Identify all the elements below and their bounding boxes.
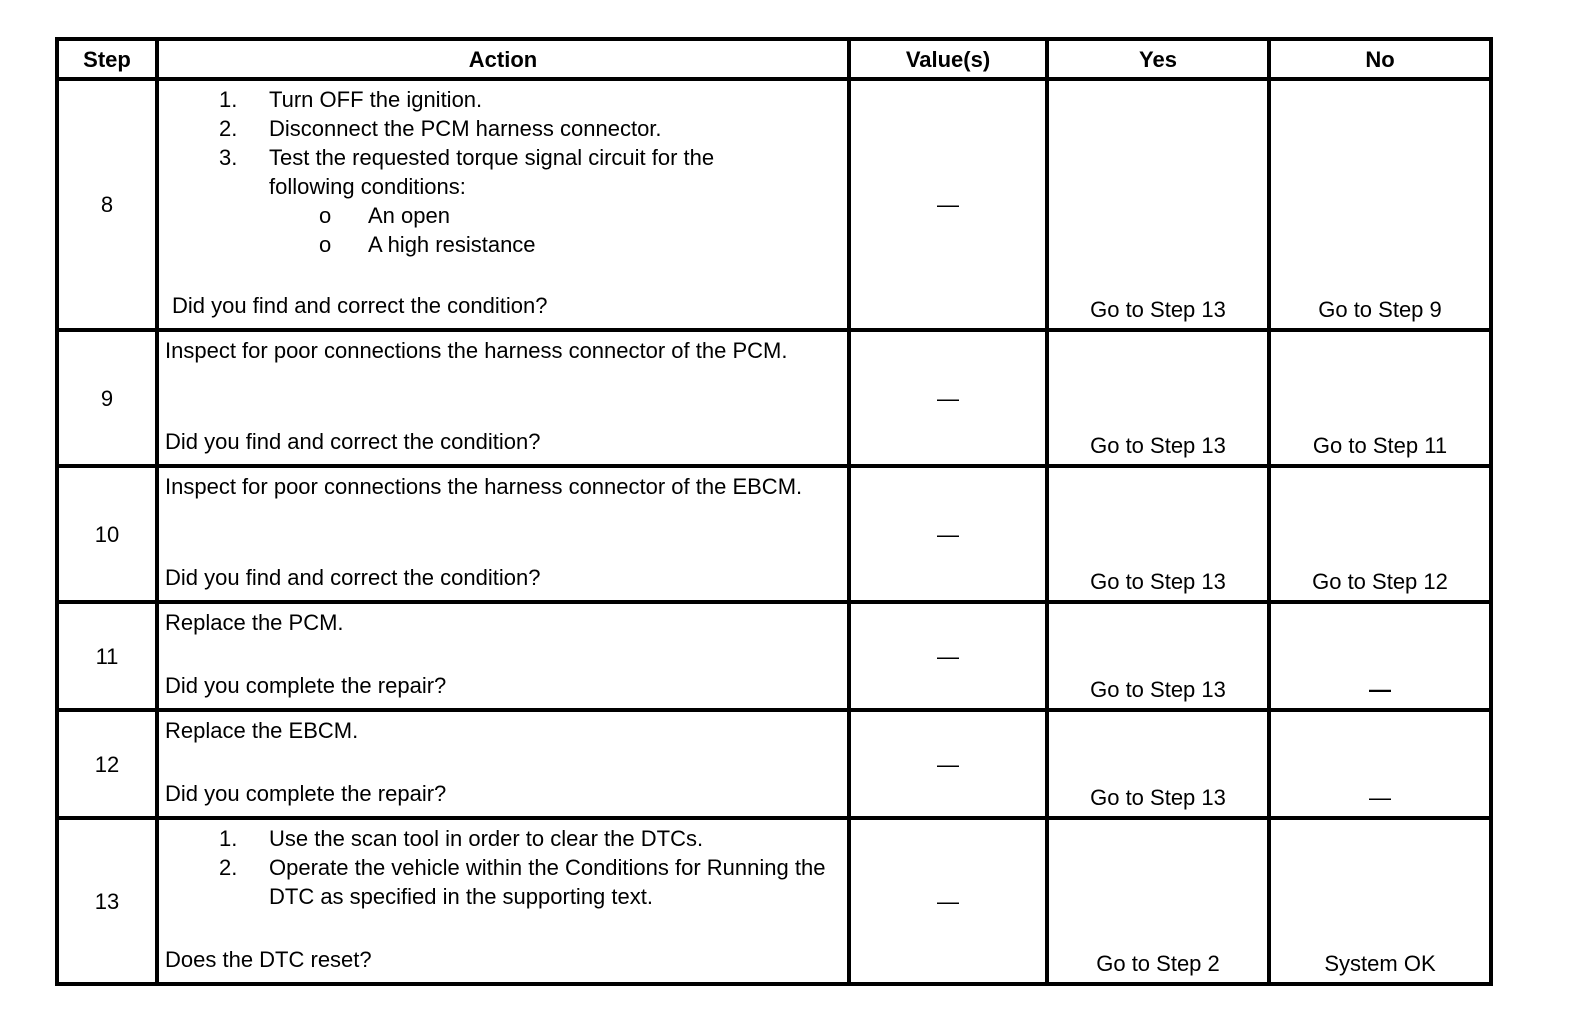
header-row [57,39,1491,79]
action-text: Inspect for poor connections the harness connector of the EBCM. [165,474,803,499]
header-action: Action [157,39,849,79]
list-item: 2. Operate the vehicle within the Conditions for Running the DTC as specified in the supporting text. [219,855,826,909]
action-cell [157,330,849,466]
step-number: 12 [57,710,157,818]
table-row-step-11 [57,602,1491,710]
action-question: Does the DTC reset? [165,947,372,972]
value-cell: — [849,602,1047,710]
action-question: Did you complete the repair? [165,781,447,806]
no-cell: System OK [1269,818,1491,984]
step-number: 10 [57,466,157,602]
action-text: Replace the EBCM. [165,718,359,743]
action-cell [157,818,849,984]
yes-cell: Go to Step 13 [1047,710,1269,818]
table-row-step-9 [57,330,1491,466]
yes-cell: Go to Step 13 [1047,466,1269,602]
yes-cell: Go to Step 2 [1047,818,1269,984]
action-question: Did you complete the repair? [165,673,447,698]
value-cell: — [849,466,1047,602]
no-cell: Go to Step 12 [1269,466,1491,602]
value-cell: — [849,79,1047,330]
no-cell: Go to Step 9 [1269,79,1491,330]
list-item: 2. Disconnect the PCM harness connector. [219,116,662,141]
step-number: 11 [57,602,157,710]
diagnostic-table [55,37,1493,986]
list-item: 3. Test the requested torque signal circuit for the following conditions: [219,145,715,199]
action-question: Did you find and correct the condition? [165,429,541,454]
action-cell [157,710,849,818]
sub-list-item: o An open [319,203,450,228]
header-values: Value(s) [849,39,1047,79]
action-text: Inspect for poor connections the harness connector of the PCM. [165,338,788,363]
step-number: 8 [57,79,157,330]
no-cell: — [1269,602,1491,710]
table-row-step-12 [57,710,1491,818]
action-cell [157,602,849,710]
yes-cell: Go to Step 13 [1047,330,1269,466]
yes-cell: Go to Step 13 [1047,602,1269,710]
step-number: 9 [57,330,157,466]
table-row-step-13 [57,818,1491,984]
header-step: Step [57,39,157,79]
action-cell [157,79,849,330]
action-text: Replace the PCM. [165,610,344,635]
yes-cell: Go to Step 13 [1047,79,1269,330]
list-item: 1. Turn OFF the ignition. [219,87,483,112]
header-no: No [1269,39,1491,79]
action-cell [157,466,849,602]
value-cell: — [849,330,1047,466]
action-question: Did you find and correct the condition? [165,565,541,590]
step-number: 13 [57,818,157,984]
no-cell: — [1269,710,1491,818]
header-yes: Yes [1047,39,1269,79]
value-cell: — [849,818,1047,984]
table-row-step-8 [57,79,1491,330]
value-cell: — [849,710,1047,818]
no-cell: Go to Step 11 [1269,330,1491,466]
action-question: Did you find and correct the condition? [172,293,548,318]
table-row-step-10 [57,466,1491,602]
list-item: 1. Use the scan tool in order to clear the DTCs. [219,826,704,851]
sub-list-item: o A high resistance [319,232,536,257]
